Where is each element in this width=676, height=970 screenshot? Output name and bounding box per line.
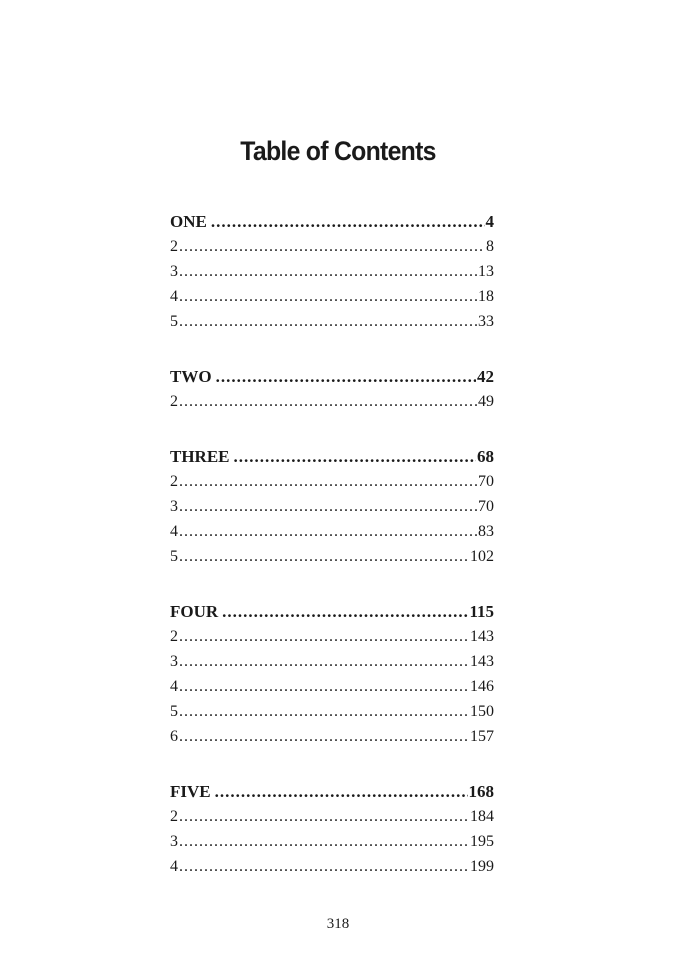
- toc-page-number: 102: [470, 548, 494, 565]
- toc-entry-label: 4: [170, 858, 178, 875]
- toc-page-number: 143: [470, 628, 494, 645]
- page-number: 318: [326, 916, 350, 932]
- dot-leader: [222, 599, 468, 624]
- toc-page-number: 4: [485, 212, 494, 231]
- toc-entry[interactable]: [170, 519, 494, 544]
- toc-chapter-heading[interactable]: [170, 599, 494, 624]
- toc-page-number: 33: [478, 313, 494, 330]
- toc-entry[interactable]: [170, 624, 494, 649]
- toc-page-number: 18: [478, 288, 494, 305]
- toc-page-number: 70: [478, 473, 494, 490]
- toc-entry-label: 5: [170, 703, 178, 720]
- toc-entry-label: 2: [170, 628, 178, 645]
- toc-entry-label: 3: [170, 263, 178, 280]
- dot-leader: [179, 649, 469, 674]
- toc-chapter-heading[interactable]: [170, 444, 494, 469]
- dot-leader: [179, 804, 469, 829]
- toc-entry[interactable]: [170, 284, 494, 309]
- dot-leader: [179, 724, 469, 749]
- toc-chapter-heading[interactable]: [170, 209, 494, 234]
- toc-chapter-heading[interactable]: [170, 364, 494, 389]
- toc-page-number: 195: [470, 833, 494, 850]
- toc-entry[interactable]: [170, 829, 494, 854]
- toc-entry-label: 4: [170, 523, 178, 540]
- dot-leader: [179, 389, 477, 414]
- dot-leader: [179, 854, 469, 879]
- toc-page-number: 143: [470, 653, 494, 670]
- dot-leader: [179, 699, 469, 724]
- toc-entry[interactable]: [170, 469, 494, 494]
- toc-entry-label: 2: [170, 238, 178, 255]
- toc-entry[interactable]: [170, 699, 494, 724]
- toc-entry-label: 2: [170, 808, 178, 825]
- toc-page-number: 8: [486, 238, 494, 255]
- toc-chapter-label: THREE: [170, 447, 230, 466]
- toc-entry[interactable]: [170, 234, 494, 259]
- dot-leader: [179, 309, 477, 334]
- toc-page-number: 42: [477, 367, 494, 386]
- toc-chapter-label: FIVE: [170, 782, 211, 801]
- dot-leader: [216, 364, 476, 389]
- toc-page-number: 83: [478, 523, 494, 540]
- page-title: Table of Contents: [240, 136, 436, 166]
- chapter-two: [170, 364, 494, 414]
- table-of-contents: [170, 209, 494, 909]
- chapter-four: [170, 599, 494, 749]
- toc-entry[interactable]: [170, 309, 494, 334]
- toc-entry-label: 2: [170, 393, 178, 410]
- dot-leader: [234, 444, 476, 469]
- dot-leader: [179, 259, 477, 284]
- dot-leader: [179, 829, 469, 854]
- dot-leader: [179, 469, 477, 494]
- toc-entry[interactable]: [170, 389, 494, 414]
- toc-entry-label: 4: [170, 288, 178, 305]
- toc-page-number: 68: [477, 447, 494, 466]
- dot-leader: [179, 624, 469, 649]
- dot-leader: [179, 234, 485, 259]
- toc-entry[interactable]: [170, 724, 494, 749]
- toc-entry-label: 2: [170, 473, 178, 490]
- toc-entry[interactable]: [170, 544, 494, 569]
- toc-page-number: 115: [469, 602, 494, 621]
- toc-page-number: 146: [470, 678, 494, 695]
- toc-entry-label: 5: [170, 313, 178, 330]
- toc-entry[interactable]: [170, 494, 494, 519]
- toc-page-number: 157: [470, 728, 494, 745]
- toc-page-number: 49: [478, 393, 494, 410]
- toc-entry-label: 4: [170, 678, 178, 695]
- toc-entry-label: 6: [170, 728, 178, 745]
- toc-page-number: 70: [478, 498, 494, 515]
- toc-entry[interactable]: [170, 259, 494, 284]
- chapter-three: [170, 444, 494, 569]
- dot-leader: [179, 494, 477, 519]
- toc-entry[interactable]: [170, 674, 494, 699]
- chapter-five: [170, 779, 494, 879]
- toc-page-number: 168: [468, 782, 494, 801]
- chapter-one: [170, 209, 494, 334]
- toc-chapter-label: ONE: [170, 212, 207, 231]
- toc-entry-label: 3: [170, 498, 178, 515]
- toc-entry-label: 3: [170, 833, 178, 850]
- toc-entry-label: 5: [170, 548, 178, 565]
- dot-leader: [179, 544, 469, 569]
- toc-entry[interactable]: [170, 649, 494, 674]
- toc-entry[interactable]: [170, 804, 494, 829]
- toc-chapter-label: TWO: [170, 367, 212, 386]
- toc-page-number: 13: [478, 263, 494, 280]
- toc-entry[interactable]: [170, 854, 494, 879]
- toc-chapter-heading[interactable]: [170, 779, 494, 804]
- toc-entry-label: 3: [170, 653, 178, 670]
- toc-page-number: 150: [470, 703, 494, 720]
- toc-page-number: 184: [470, 808, 494, 825]
- dot-leader: [179, 284, 477, 309]
- dot-leader: [211, 209, 485, 234]
- dot-leader: [179, 519, 477, 544]
- toc-chapter-label: FOUR: [170, 602, 219, 621]
- toc-page-number: 199: [470, 858, 494, 875]
- dot-leader: [179, 674, 469, 699]
- dot-leader: [215, 779, 468, 804]
